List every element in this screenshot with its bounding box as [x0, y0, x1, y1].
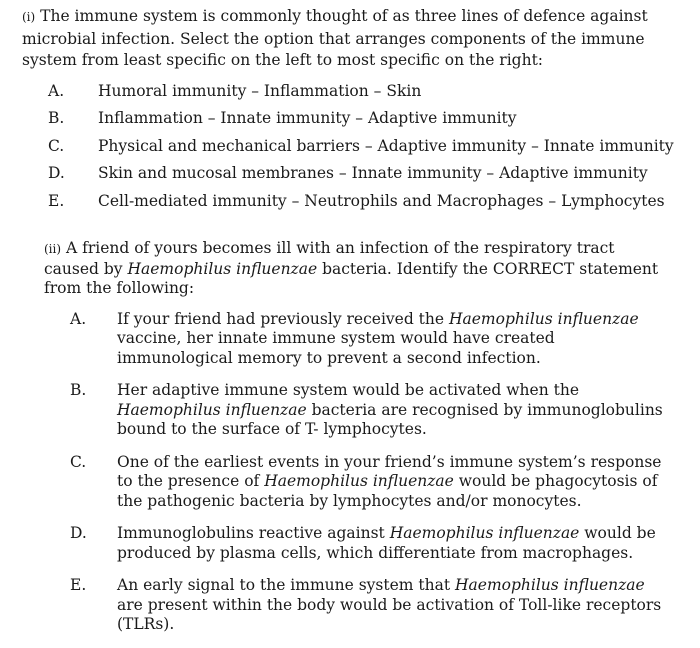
- question-2-stem: [44, 239, 672, 299]
- question-1-option-c: [22, 133, 672, 161]
- option-letter: E.: [48, 191, 65, 210]
- option-organism: Haemophilus influenzae: [449, 309, 639, 328]
- option-text-start: Immunoglobulins reactive against: [117, 524, 390, 542]
- option-text: [117, 524, 672, 563]
- question-1-option-d: [22, 160, 672, 188]
- question-1-stem: [22, 6, 672, 72]
- option-letter: A.: [70, 309, 87, 328]
- question-1-option-b: [22, 105, 672, 133]
- question-1-stem-text: The immune system is commonly thought of as three lines of defence against microbial infection. Select the option that arranges components of the immune system from least specific on the left to most specific on the right:: [22, 7, 648, 69]
- option-text-start: If your friend had previously received the: [117, 309, 449, 328]
- option-text: Physical and mechanical barriers – Adaptive immunity – Innate immunity: [98, 136, 674, 155]
- option-text-end: would be phagocytosis of the pathogenic bacteria by lymphocytes and/or monocytes.: [117, 472, 658, 510]
- option-text-start: An early signal to the immune system that: [117, 576, 456, 594]
- option-letter: D.: [70, 524, 87, 542]
- option-text: [117, 381, 672, 440]
- option-letter: C.: [48, 136, 65, 155]
- option-text-start: Her adaptive immune system would be activated when the: [117, 381, 579, 399]
- question-1-option-a: [22, 78, 672, 106]
- option-text: Cell-mediated immunity – Neutrophils and Macrophages – Lymphocytes: [98, 191, 665, 210]
- option-organism: Haemophilus influenzae: [389, 524, 580, 542]
- option-letter: B.: [70, 381, 87, 399]
- question-2-label: (ii): [44, 242, 62, 256]
- option-text-start: One of the earliest events in your friend’s immune system’s response to the presence of: [117, 452, 662, 490]
- option-text: Inflammation – Innate immunity – Adaptive immunity: [98, 109, 517, 127]
- question-2-option-b: [44, 381, 672, 440]
- option-organism: Haemophilus influenzae: [264, 472, 454, 490]
- question-2-stem-text-end: bacteria. Identify the CORRECT statement from the following:: [44, 259, 659, 297]
- option-text-end: are present within the body would be activation of Toll-like receptors (TLRs).: [117, 595, 662, 633]
- option-text-end: vaccine, her innate immune system would have created immunological memory to prevent a second infection.: [117, 329, 555, 367]
- option-text: Skin and mucosal membranes – Innate immunity – Adaptive immunity: [98, 164, 648, 182]
- question-1-option-e: [22, 188, 672, 216]
- option-letter: E.: [70, 576, 87, 594]
- option-text: Humoral immunity – Inflammation – Skin: [98, 81, 422, 100]
- option-letter: A.: [48, 81, 65, 100]
- option-letter: D.: [48, 164, 65, 182]
- question-2-option-e: [44, 576, 672, 635]
- option-letter: B.: [48, 109, 65, 127]
- question-2-option-c: [44, 453, 672, 512]
- option-text-end: bacteria are recognised by immunoglobulins bound to the surface of T- lymphocytes.: [117, 400, 663, 438]
- question-2-option-a: [44, 310, 672, 369]
- option-text-end: would be produced by plasma cells, which differentiate from macrophages.: [117, 524, 656, 562]
- question-1-label: (i): [22, 10, 36, 24]
- option-text: [117, 453, 672, 512]
- question-2-stem-text: A friend of yours becomes ill with an infection of the respiratory tract caused by: [44, 239, 615, 278]
- option-text: [117, 310, 672, 369]
- question-1: [22, 6, 672, 215]
- question-2-stem-organism: Haemophilus influenzae: [127, 259, 318, 278]
- option-organism: Haemophilus influenzae: [117, 400, 307, 419]
- question-2: [44, 239, 672, 648]
- option-letter: C.: [70, 452, 87, 471]
- option-organism: Haemophilus influenzae: [455, 576, 645, 594]
- question-2-option-d: [44, 524, 672, 563]
- option-text: [117, 576, 672, 635]
